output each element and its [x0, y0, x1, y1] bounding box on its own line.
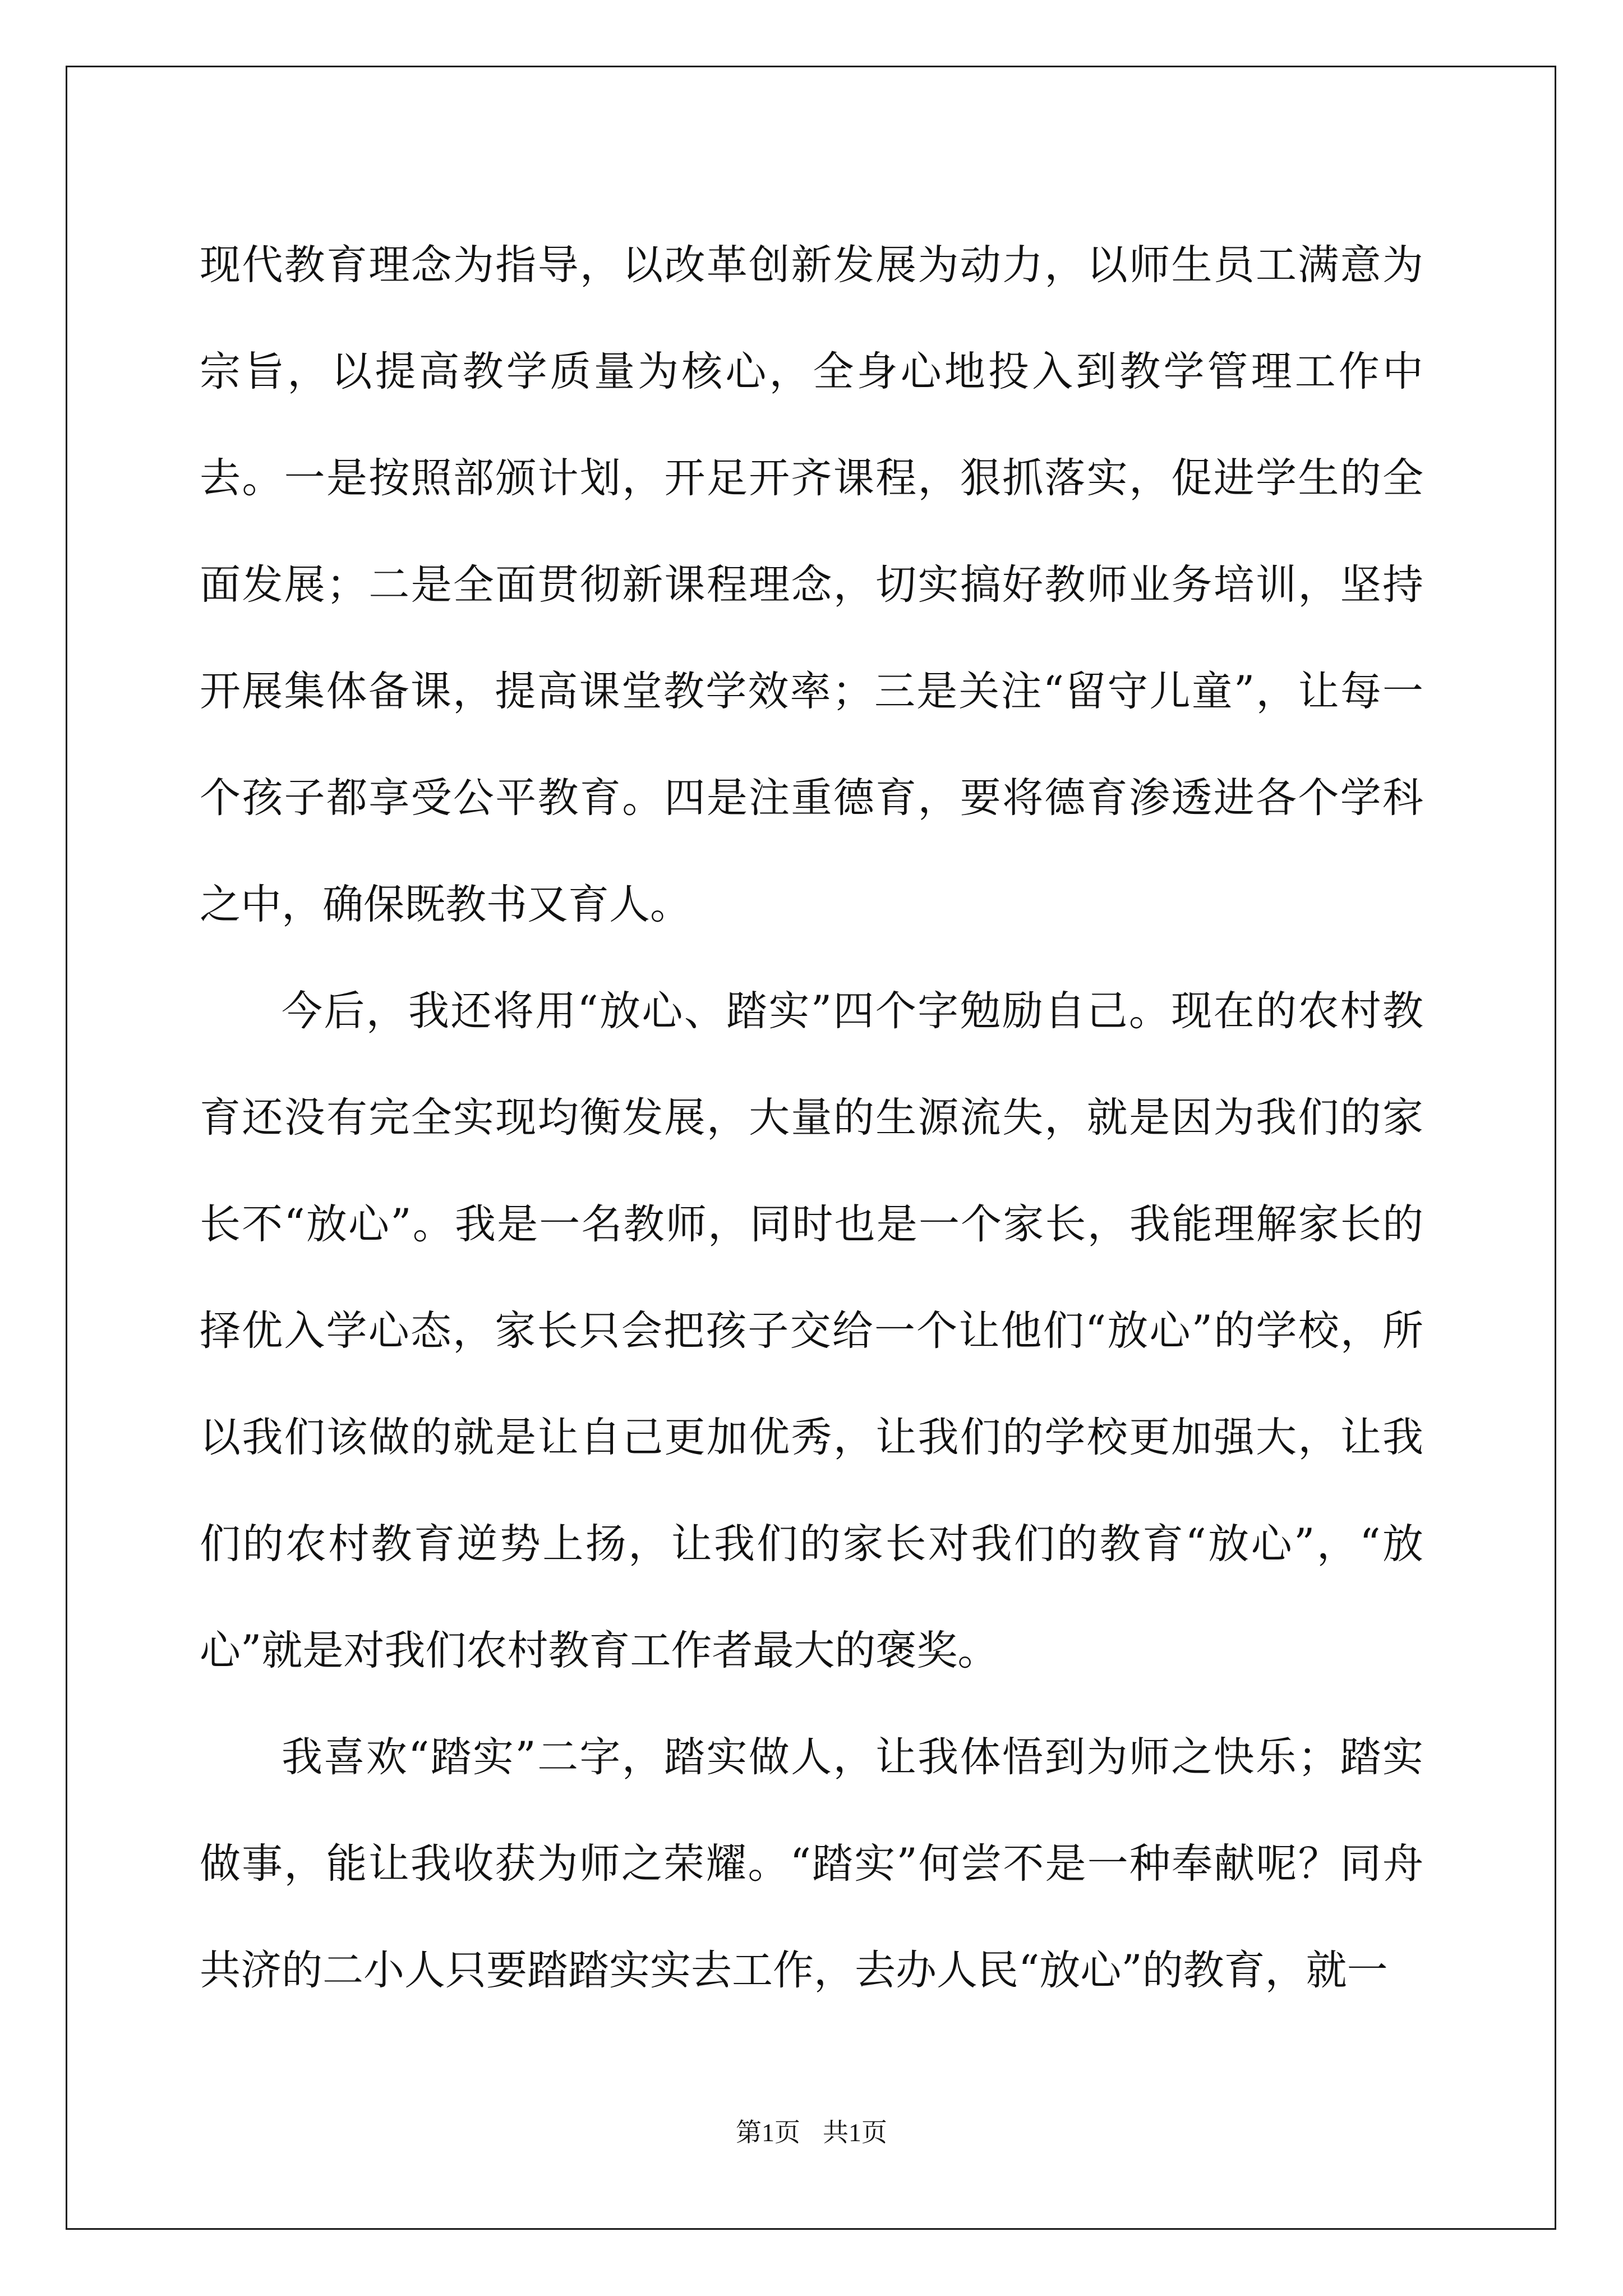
page-footer — [0, 2112, 1623, 2149]
document-body — [200, 212, 1423, 2024]
paragraph-3: 我喜欢“踏实”二字，踏实做人，让我体悟到为师之快乐；踏实做事，能让我收获为师之荣耀。“踏实”何尝不是一种奉献呢？同舟共济的二小人只要踏踏实实去工作，去办人民“放心”的教育，就一 — [200, 1733, 1423, 1994]
page-number: 第1页 — [736, 2118, 800, 2147]
page-total: 共1页 — [823, 2118, 887, 2147]
paragraph-1: 现代教育理念为指导，以改革创新发展为动力，以师生员工满意为宗旨，以提高教学质量为核心，全身心地投入到教学管理工作中去。一是按照部颁计划，开足开齐课程，狠抓落实，促进学生的全面发展；二是全面贯彻新课程理念，切实搞好教师业务培训，坚持开展集体备课，提高课堂教学效率；三是关注“留守儿童”，让每一个孩子都享受公平教育。四是注重德育，要将德育渗透进各个学科之中，确保既教书又育人。 — [200, 241, 1423, 928]
paragraph-2: 今后，我还将用“放心、踏实”四个字勉励自己。现在的农村教育还没有完全实现均衡发展，大量的生源流失，就是因为我们的家长不“放心”。我是一名教师，同时也是一个家长，我能理解家长的择优入学心态，家长只会把孩子交给一个让他们“放心”的学校，所以我们该做的就是让自己更加优秀，让我们的学校更加强大，让我们的农村教育逆势上扬，让我们的家长对我们的教育“放心”，“放心”就是对我们农村教育工作者最大的褒奖。 — [200, 987, 1423, 1674]
